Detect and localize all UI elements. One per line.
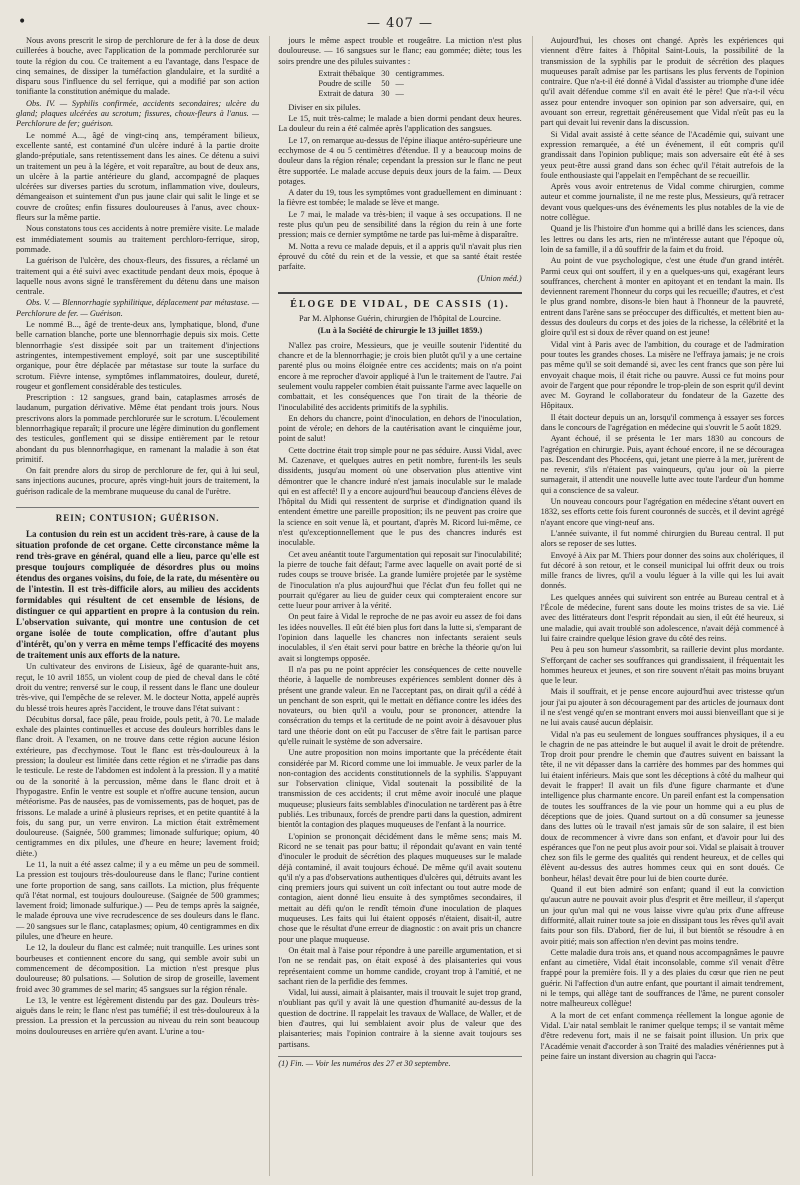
paragraph: Ayant échoué, il se présenta le 1er mars 1830 au concours de l'agrégation en chirurgie. Puis, ayant échoué encore, il ne se découragea pas. Descendant des Phocéens, qui, jetant une pierre à la mer, jurèrent de ne revenir, s'ils n'étaient pas vainqueurs, qu'au jour où la pierre surnagerait, il attendit une nouvelle lutte avec toute l'ardeur d'un homme qui a conscience de sa valeur. <box>540 434 784 495</box>
paragraph: Après vous avoir entretenus de Vidal comme chirurgien, comme auteur et comme journaliste, il ne me reste plus, Messieurs, qu'à retracer devant vous quelques-uns des événements les plus notables de la vie de notre collègue. <box>540 182 784 223</box>
paragraph: Si Vidal avait assisté à cette séance de l'Académie qui, suivant une expression remarquée, a été un événement, il eût compris qu'il grandissait dans l'opinion publique; mais son adversaire eût été à ses yeux peut-être aussi grand dans son échec qu'il l'était autrefois de la foule enthousiaste qui l'appelait en l'empêchant de se recueillir. <box>540 129 784 180</box>
paragraph: Le nommé B..., âgé de trente-deux ans, lymphatique, blond, d'une belle carnation blanche, porte une blennorrhagie depuis six mois. Cette blennorrhagie s'est dissipée soit par un traitement d'injections astringentes, intempestivement employé, soit par une susceptibilité organique, pour être déplacée par métastase sur toute la surface du scrotum. Fièvre intense, symptômes inflammatoires, douleur, dureté, rougeur et gonflement considérable des testicules. <box>16 320 260 391</box>
paragraph: Décubitus dorsal, face pâle, peau froide, pouls petit, à 70. Le malade exhale des plaintes continuelles et accuse des douleurs horribles dans le flanc droit. A l'examen, on ne trouve dans cette région aucune lésion extérieure, pas d'ecchymose. Tout le flanc est très-douloureux à la pression; la douleur est limitée dans cette région et ne s'irradie pas dans le testicule. Le reste de l'abdomen est indolent à la pression. Il y a matité ou de la sonorité à la percussion, même dans le flanc droit et à l'hypogastre. Enfin le ventre est souple et n'offre aucune tension, aucun météorisme. Pas de nausées, pas de vomissements, pas de hoquet, pas de frissons. Le malade a uriné à plusieurs reprises, et en petite quantité à la fois, du sang pur, un verre environ. La miction était extrêmement douloureuse. (Saignée, 500 grammes; limonade sulfurique; opium, 40 centigrammes en dix pilules, une d'heure en heure; lavement froid; diète.) <box>16 714 260 858</box>
paragraph: Cette maladie dura trois ans, et quand nous accompagnâmes le pauvre enfant au cimetière, Vidal était inconsolable, comme s'il venait d'être frappé pour la première fois. Il y a des plaies du cœur que rien ne peut guérir. Ni l'affection d'un autre enfant, que pourtant il aimait tendrement, ni le temps, qui allège tant de souffrances de l'âme, ne purent consoler notre malheureux collègue! <box>540 947 784 1009</box>
paragraph: A dater du 19, tous les symptômes vont graduellement en diminuant : la fièvre est tombée; le malade se lève et mange. <box>278 188 522 208</box>
paragraph: Nous avons prescrit le sirop de perchlorure de fer à la dose de deux cuillerées à bouche, avec l'application de la pommade perchlorurée sur toute la région du cou. Ce traitement a eu l'avantage, dans l'espace de cinq semaines, de dissiper la tuméfaction glandulaire, et la surdité a disparu sous l'influence du sel ferrique, qui a modifié par son action tonifiante la constitution anémique du malade. <box>16 36 260 97</box>
paragraph: Le 12, la douleur du flanc est calmée; nuit tranquille. Les urines sont bourbeuses et contiennent encore du sang, qui semble avoir subi un commencement de décomposition. La miction n'est presque plus douloureuse; 80 pulsations. — Solution de sirop de groseille, lavement froid avec 30 grammes de sel marin; 45 sangsues sur la région rénale. <box>16 943 260 994</box>
prescription-table <box>318 69 450 100</box>
prescription-unit: centigrammes. <box>395 68 445 78</box>
paragraph: On fait prendre alors du sirop de perchlorure de fer, qui à lui seul, sans injections aucunes, procure, après vingt-huit jours de traitement, la guérison radicale de la membrane muqueuse du canal de l'urètre. <box>16 466 260 496</box>
paragraph: Vidal vint à Paris avec de l'ambition, du courage et de l'admiration pour toutes les grandes choses. La misère ne l'effraya jamais; je ne crois pas même qu'il se soit demandé si, avec les cent francs que son père lui envoyait chaque mois, il était riche ou pauvre. Aussi ce fut moins pour avoir de l'argent que pour répondre le trop-plein de son esprit qu'il devint avec M. Goyrand le collaborateur du fondateur de la Gazette des Hôpitaux. <box>540 339 784 411</box>
paragraph: Cette doctrine était trop simple pour ne pas séduire. Aussi Vidal, avec M. Cazenave, et quelques autres en petit nombre, furent-ils les seuls dissidents, jusqu'au moment où une observation plus attentive vint démontrer que le chancre induré n'est jamais inoculable sur le malade qui en est affecté! Il y a encore aujourd'hui beaucoup d'anciens élèves de l'hôpital du Midi qui ressentent de surprise et d'indignation quand ils entendent émettre une pareille proposition; ils ne peuvent pas croire que la science en soit venue là, et pourtant, d'après M. Ricord lui-même, ce n'est qu'exceptionnellement que le pus des chancres indurés est inoculable. <box>278 445 522 548</box>
article-title: ÉLOGE DE VIDAL, DE CASSIS (1). <box>278 292 521 310</box>
prescription-name: Poudre de scille <box>318 79 372 89</box>
paragraph: Le 13, le ventre est légèrement distendu par des gaz. Douleurs très-aiguës dans le rein; le flanc n'est pas tuméfié; il est très-douloureux à la pression. La pression et la percussion au niveau du rein sont beaucoup moins douloureuses en arrière qu'en avant. L'urine a tou- <box>16 995 260 1036</box>
paragraph: Mais il souffrait, et je pense encore aujourd'hui avec tristesse qu'un jour j'ai pu ajouter à son découragement par des articles de journaux dont il ne s'est vengé qu'en se montrant envers moi aussi bienveillant que si je ne lui avais causé aucun déplaisir. <box>540 687 784 728</box>
paragraph: Aujourd'hui, les choses ont changé. Après les expériences qui viennent d'être faites à l'hôpital Saint-Louis, la possibilité de la transmission de la syphilis par le produit de sécrétion des plaques muqueuses paraît admise par les partisans les plus fervents de l'opinion contraire. Que n'a-t-il été donné à Vidal d'assister au triomphe d'une idée qu'il avait défendue comme s'il en avait été le père! Que n'a-t-il vécu assez pour entendre invoquer son opinion par son adversaire, qui, en avouant son erreur, regrettait généreusement que Vidal n'eût pas eu la part qui devait lui revenir dans la discussion. <box>540 36 784 128</box>
paragraph: L'année suivante, il fut nommé chirurgien du Bureau central. Il put alors se reposer de ses luttes. <box>540 528 784 549</box>
paragraph: M. Notta a revu ce malade depuis, et il a appris qu'il n'avait plus rien éprouvé du côté du rein et de la vessie, et que sa santé était restée parfaite. <box>278 241 522 272</box>
paragraph: Peu à peu son humeur s'assombrit, sa raillerie devint plus mordante. S'efforçant de cacher ses souffrances qui grandissaient, il fréquentait les hommes heureux et jeunes, et son rire souvent n'était pas moins bruyant que le leur. <box>540 645 784 686</box>
lead-paragraph: La contusion du rein est un accident très-rare, à cause de la situation profonde de cet organe. Cette circonstance même la rend très-grave en général, quand elle a lieu, parce qu'elle est presque toujours compliquée de désordres plus ou moins étendus des organes voisins, du foie, de la rate, du mésentère ou de l'intestin. Il est très-difficile alors, au milieu des accidents formidables qui résultent de cet ensemble de lésions, de distinguer ce qui appartient en propre à la contusion du rein. L'observation suivante, qui montre une contusion de cet organe isolée de toute complication, offre d'autant plus d'intérêt, qu'on y verra en même temps l'efficacité des moyens de traitement unis aux efforts de la nature. <box>16 529 260 661</box>
paragraph: Nous constatons tous ces accidents à notre première visite. Le malade est immédiatement soumis au traitement perchloro-ferrique, sirop, pommade. <box>16 224 260 254</box>
prescription-qty: 30 <box>381 89 390 99</box>
footnote: (1) Fin. — Voir les numéros des 27 et 30 septembre. <box>278 1056 521 1069</box>
prescription-name: Extrait de datura <box>318 89 374 99</box>
paragraph: Les quelques années qui suivirent son entrée au Bureau central et à l'École de médecine, furent sans doute les moins tristes de sa vie. Lié avec des littérateurs dont l'esprit répondait au sien, il eût été heureux, si une maladie, qui avait troublé son adolescence, n'avait déjà commencé à lui faire craindre quelque lésion grave du côté des reins. <box>540 592 784 643</box>
paragraph: Le 11, la nuit a été assez calme; il y a eu même un peu de sommeil. La pression est toujours très-douloureuse dans le flanc; l'urine contient une forte proportion de sang, sans caillots. La miction, plus fréquente qu'à l'état normal, est toujours douloureuse. (Saignée de 500 grammes; lavement froid; limonade sulfurique.) — Peu de temps après la saignée, le malade éprouva une vive recrudescence de ses douleurs dans le flanc. — 20 sangsues sur le flanc, cataplasmes; opium, 40 centigrammes en dix pilules, une d'heure en heure. <box>16 860 260 942</box>
column-3 <box>532 36 784 1176</box>
paragraph: Prescription : 12 sangsues, grand bain, cataplasmes arrosés de laudanum, purgation dérivative. Même état pendant trois jours. Nous prescrivons alors la pommade perchlorurée sur le scrotum. L'écoulement blennorrhagique reparaît; il procure une légère diminution du gonflement des testicules, gonflement qui se dissipe entièrement par le retour abondant du pus blennorrhagique, en ramenant la maladie à son état primitif. <box>16 393 260 464</box>
paragraph: L'opinion se prononçait décidément dans le même sens; mais M. Ricord ne se tenait pas pour battu; il répondait qu'avant en vain tenté d'inoculer le produit de sécrétion des plaques muqueuses sur le malade déjà contaminé, il avait toujours échoué. De même qu'il avait soutenu qu'il n'y a pas d'observations authentiques d'ulcères qui, détruits avant les cinq premiers jours qui suivent un coït infectant ou tout autre mode de contagion, aient donné lieu ensuite à des symptômes secondaires, il mettait au défi qu'on le rendît témoin d'une inoculation de plaques muqueuses. Les faits qui lui étaient opposés n'étaient, disait-il, autre chose que le résultat d'une erreur de diagnostic : on avait pris un chancre pour une plaque muqueuse. <box>278 831 522 944</box>
paragraph: Un nouveau concours pour l'agrégation en médecine s'étant ouvert en 1832, ses efforts cette fois furent couronnés de succès, et il devint agrégé n'ayant encore que vingt-neuf ans. <box>540 497 784 527</box>
prescription-name: Extrait thébaïque <box>318 68 376 78</box>
paragraph: On peut faire à Vidal le reproche de ne pas avoir eu assez de foi dans les idées nouvelles. Il eût été bien plus fort dans la lutte si, s'emparant de l'opinion dans laquelle les chancres non infectants seraient seuls inoculables, il s'en était servi pour battre en brèche la théorie qu'on lui avait si longtemps opposée. <box>278 612 522 663</box>
paragraph: Le nommé A..., âgé de vingt-cinq ans, tempérament bilieux, excellente santé, est contaminé d'un ulcère induré à la partie droite glando-préputiale, sans retentissement dans les aines. Ce détenu a suivi un traitement un peu à la légère, et voit reparaître, au bout de deux ans, un ulcère à la partie antérieure du gland, accompagné de plaques ulcérées sur diverses parties du scrotum, inflammation vive, douleurs, démangeaison et suintement d'un pus jaune clair qui salit le linge et se couvre de croûtes; enfin fissures douloureuses à l'anus, avec choux-fleurs sur la même partie. <box>16 130 260 223</box>
paragraph: Vidal n'a pas eu seulement de longues souffrances physiques, il a eu le chagrin de ne pas atteindre le but auquel il avait le droit de prétendre. Trop droit pour prendre le chemin que d'autres suivent en baissant la tête, il ne vit dépasser dans la carrière des hommes par des hommes qui lui étaient inférieurs. Mais que sont les déceptions à côté du malheur qui devait le frapper! Il avait un fils d'une figure charmante et d'une intelligence plus charmante encore. Un pareil enfant est la compensation de toutes les souffrances de la vie pour un homme qui a eu plus de déceptions que de joies. Quand surtout on a dû consumer sa jeunesse dans des luttes où le travail n'est jamais sûr de son salaire, il est bien doux de recommencer à vivre dans son enfant, et d'avoir pour lui des espérances que l'on ne peut plus avoir pour soi. Vidal se plaisait à trouver chez son fils le germe des qualités qui rendent heureux, et de celles qui élèvent au-dessus des autres hommes ceux qui en sont doués. Ce bonheur, hélas! devait être pour lui de bien courte durée. <box>540 729 784 883</box>
prescription-unit: — <box>395 89 404 99</box>
prescription-row <box>318 69 450 79</box>
column-1 <box>16 36 259 1176</box>
paragraph: Une autre proposition non moins importante que la précédente était considérée par M. Ricord comme une loi immuable. Je veux parler de la non-contagion des accidents constitutionnels de la syphilis. S'appuyant sur l'observation clinique, Vidal soutenait la possibilité de la transmission de ces accidents; il crut même avoir inoculé une plaque muqueuse; plusieurs faits semblables d'inoculation ne tardèrent pas à être publiés. Les tribunaux, forcés de prendre parti dans la question, admirent bientôt la contagion des plaques muqueuses de l'enfant à la nourrice. <box>278 748 522 830</box>
observation-heading: Obs. V. — Blennorrhagie syphilitique, déplacement par métastase. — Perchlorure de fer. — Guérison. <box>16 298 260 318</box>
paragraph: Quand je lis l'histoire d'un homme qui a brillé dans les sciences, dans les lettres ou dans les arts, rien ne m'intéresse autant que l'époque où, loin de sa famille, il a dû souffrir de la faim et du froid. <box>540 224 784 254</box>
paragraph: On était mal à l'aise pour répondre à une pareille argumentation, et si l'on ne se rendait pas, on était exposé à des plaisanteries qui vous représentaient comme un homme candide, croyant trop à l'amitié, et ne sachant rien de la perfidie des femmes. <box>278 945 522 986</box>
paragraph: Le 7 mai, le malade va très-bien; il vaque à ses occupations. Il ne reste plus qu'un peu de sensibilité dans la région du rein à une forte pression; mais ce dernier symptôme ne tarde pas lui-même à disparaître. <box>278 209 522 240</box>
section-title: REIN; CONTUSION; GUÉRISON. <box>16 507 259 523</box>
paragraph: Cet aveu anéantit toute l'argumentation qui reposait sur l'inoculabilité; la pierre de touche fait défaut; l'arme avec laquelle on avait porté de si rudes coups se trouve brisée. La grande lumière projetée par le système de l'inoculation n'a plus aujourd'hui que l'éclat d'un feu follet qui ne pourrait qu'égarer au lieu de guider ceux qui compteraient encore sur cette lueur pour arriver à la vérité. <box>278 549 522 611</box>
prescription-unit: — <box>395 79 404 89</box>
prescription-row <box>318 89 450 99</box>
paragraph: Il n'a pas pu ne point apprécier les conséquences de cette nouvelle théorie, à laquelle de nombreuses expériences semblent donner dès à présent une grande valeur. En ne l'acceptant pas, on dirait qu'il a cédé à un penchant de son esprit, qui le mettait en défiance contre les idées des novateurs, ou bien qu'il a voulu, pour se prononcer, attendre la consécration du temps et la certitude de ne point avoir à désavouer plus tard une théorie dont on eût pu l'accuser de s'être fait le partisan parce qu'elle ruinait le système de son adversaire. <box>278 664 522 746</box>
paragraph: Vidal, lui aussi, aimait à plaisanter, mais il trouvait le sujet trop grand, n'oubliant pas qu'il y avait là une question d'humanité au-dessus de la question de doctrine. Il rappelait les travaux de Wallace, de Waller, et de bien d'autres, qui lui semblaient avoir plus de valeur que des plaisanteries; mais l'opinion contraire à la sienne avait toujours ses partisans. <box>278 988 522 1049</box>
paragraph: Envoyé à Aix par M. Thiers pour donner des soins aux cholériques, il fut décoré à son retour, et le conseil municipal lui offrit deux ou trois mille francs de livres, qu'il a voulu léguer à la ville qui les lui avait donnés. <box>540 550 784 591</box>
article-subline: (Lu à la Société de chirurgie le 13 juillet 1859.) <box>317 326 483 336</box>
paragraph: N'allez pas croire, Messieurs, que je veuille soutenir l'identité du chancre et de la blennorrhagie; je crois bien plutôt qu'il y a une certaine parenté plus ou moins éloignée entre ces accidents; mais on n'a point encore à me reprocher d'avoir appliqué à l'un le traitement de l'autre. J'ai seulement voulu rappeler combien était puissante l'arme avec laquelle on combattait, et les conséquences que l'on tirait de la théorie de l'inoculabilité des accidents primitifs de la syphilis. <box>278 340 522 412</box>
paragraph: Diviser en six pilules. <box>288 102 361 112</box>
paragraph: Au point de vue psychologique, c'est une étude d'un grand intérêt. Parmi ceux qui ont souffert, il y en a quelques-uns qui, exagérant leurs souffrances, cherchent à monter en apitoyant et en tendant la main. Ils deviennent rarement l'honneur du corps qui les recueille; d'autres, et c'est le plus grand nombre, disons-le bien haut à l'honneur de la pauvreté, entrent dans l'arène sans se préoccuper des difficultés, et mettent bien au-dessus des douleurs du corps et des joies de la richesse, la célébrité et la gloire qu'il est si doux de rêver quand on est jeune! <box>540 256 784 338</box>
page-number: — 407 — <box>366 16 434 31</box>
paragraph: Le 17, on remarque au-dessus de l'épine iliaque antéro-supérieure une ecchymose de 4 ou 5 centimètres d'étendue. Il y a beaucoup moins de douleur dans la région rénale; cependant la pression sur le flanc ne peut être supportée. Le malade accuse depuis deux jours de la faim. — Deux potages. <box>278 135 522 186</box>
paragraph: Le 15, nuit très-calme; le malade a bien dormi pendant deux heures. La douleur du rein a été calmée après l'application des sangsues. <box>278 114 522 134</box>
paragraph: La guérison de l'ulcère, des choux-fleurs, des fissures, a réclamé un traitement qui a été suivi avec exactitude pendant deux mois, époque à laquelle nous avons signé le transfèrement du détenu dans une maison centrale. <box>16 256 260 297</box>
corner-mark: • <box>18 14 27 30</box>
paragraph: A la mort de cet enfant commença réellement la longue agonie de Vidal. L'air natal semblait le ranimer quelque temps; il se vantait même d'être redevenu fort, mais il ne se faisait point illusion. Un prix que l'Académie venait d'accorder à son Traité des maladies vénériennes put à peine faire un instant diversion au chagrin qui l'acca- <box>540 1010 784 1061</box>
paragraph: jours le même aspect trouble et rougeâtre. La miction n'est plus douloureuse. — 16 sangsues sur le flanc; eau gommée; diète; tous les soirs prendre une des pilules suivantes : <box>278 36 522 66</box>
prescription-qty: 30 <box>381 68 390 78</box>
column-2 <box>269 36 521 1176</box>
page-header <box>16 14 784 36</box>
source-attribution: (Union méd.) <box>477 273 522 283</box>
prescription-row <box>318 79 450 89</box>
article-byline: Par M. Alphonse Guérin, chirurgien de l'hôpital de Lourcine. <box>298 314 502 324</box>
observation-heading: Obs. IV. — Syphilis confirmée, accidents secondaires; ulcère du gland; plaques ulcérées au scrotum; fissures, choux-fleurs à l'anus. — Perchlorure de fer; guérison. <box>16 98 260 129</box>
paragraph: Quand il eut bien admiré son enfant; quand il eut la conviction qu'aucun autre ne pouvait avoir plus d'esprit et être meilleur, il s'aperçut un jour qu'un mal qui ne vous laisse vivre qu'au prix d'une affreuse difformité, allait ruiner toute sa joie en dissipant tous les rêves qu'il avait faits pour son fils. D'abord, fier de lui, il but bientôt se résoudre à en avoir pitié; mais son affection n'en devint pas moins tendre. <box>540 885 784 946</box>
text-columns <box>16 36 784 1176</box>
paragraph: Il était docteur depuis un an, lorsqu'il commença à essayer ses forces dans le concours de l'agrégation en médecine qui s'ouvrit le 5 août 1829. <box>540 412 784 432</box>
paragraph: Un cultivateur des environs de Lisieux, âgé de quarante-huit ans, reçut, le 10 avril 1855, un violent coup de pied de cheval dans le côté droit du ventre; renversé sur le coup, il ressent dans le flanc une douleur très-vive, qui l'empêche de se relever. M. le docteur Notta, appelé auprès du blessé trois heures après l'accident, le trouve dans l'état suivant : <box>16 662 260 713</box>
paragraph: En dehors du chancre, point d'inoculation, en dehors de l'inoculation, point de vérole; en dehors de la cautérisation avant le cinquième jour, point de salut! <box>278 413 522 444</box>
prescription-qty: 50 <box>381 79 390 89</box>
